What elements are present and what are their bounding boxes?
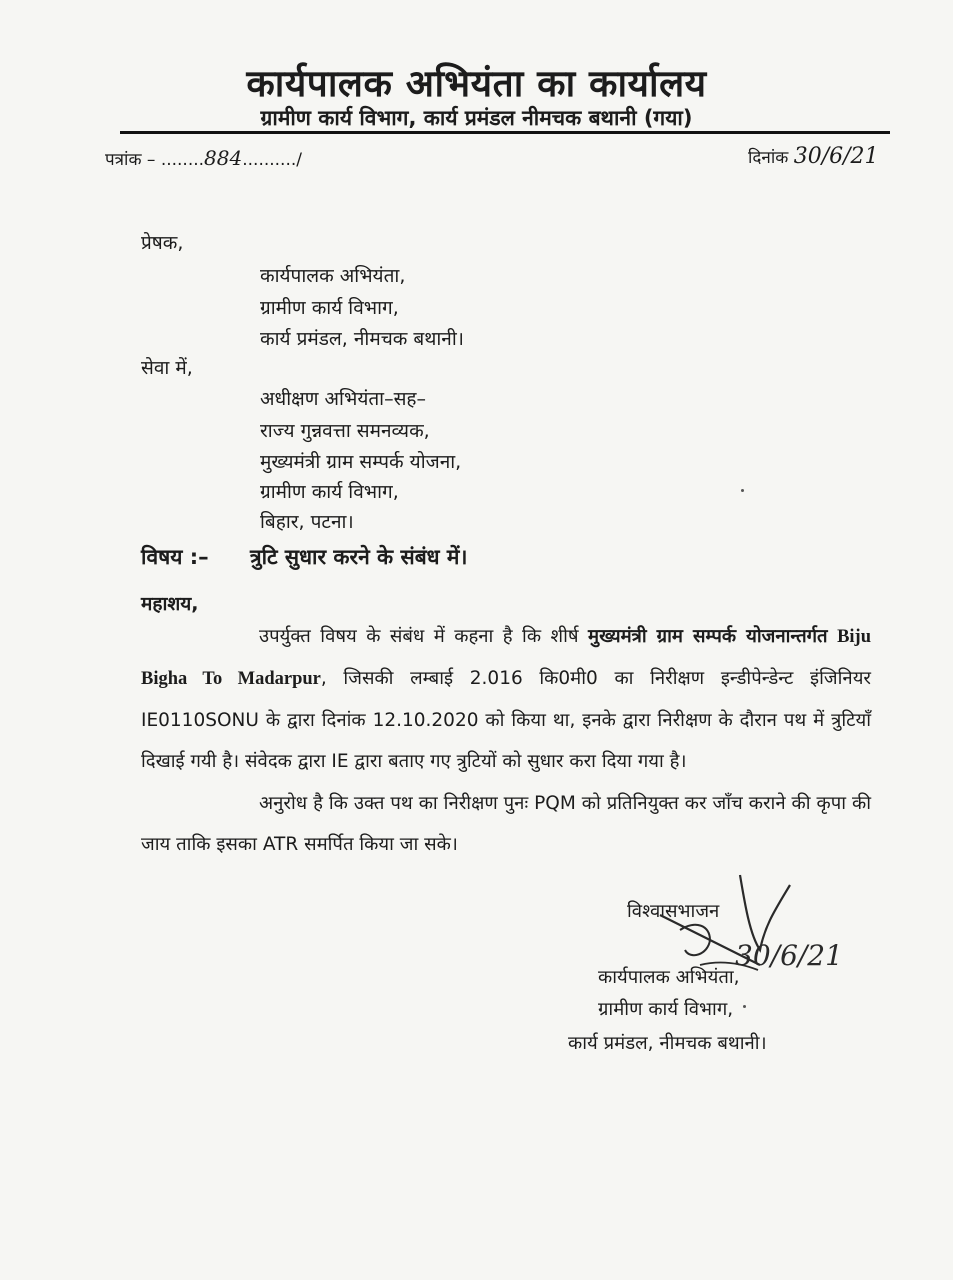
body-road-name: Biju Bigha To Madarpur xyxy=(141,627,871,689)
sender-line-3: कार्य प्रमंडल, नीमचक बथानी। xyxy=(260,328,464,350)
sender-line-1: कार्यपालक अभियंता, xyxy=(260,265,406,287)
closing-line-3: कार्य प्रमंडल, नीमचक बथानी। xyxy=(568,1033,767,1054)
header-rule xyxy=(120,131,890,134)
sender-line-2: ग्रामीण कार्य विभाग, xyxy=(260,297,399,319)
reference-number xyxy=(105,146,302,170)
paper-speck xyxy=(743,1005,746,1008)
reference-dots-right: ........../ xyxy=(242,150,302,170)
closing-line-2: ग्रामीण कार्य विभाग, xyxy=(598,999,734,1020)
body-scheme-name: मुख्यमंत्री ग्राम सम्पर्क योजनान्तर्गत xyxy=(588,626,828,647)
body-p2-text: अनुरोध है कि उक्त पथ का निरीक्षण पुनः PQM को प्रतिनियुक्त कर जाँच कराने की कृपा की जाय ताकि इसका ATR समर्पित किया जा सके। xyxy=(141,793,871,855)
salutation: महाशय, xyxy=(141,593,199,615)
office-subtitle: ग्रामीण कार्य विभाग, कार्य प्रमंडल नीमचक बथानी (गया) xyxy=(260,106,693,130)
office-title: कार्यपालक अभियंता का कार्यालय xyxy=(246,62,707,105)
recipient-line-1: अधीक्षण अभियंता–सह– xyxy=(260,388,427,410)
sender-label: प्रेषक, xyxy=(141,232,184,254)
body-p1-intro: उपर्युक्त विषय के संबंध में कहना है कि शीर्ष xyxy=(259,626,588,647)
recipient-line-3: मुख्यमंत्री ग्राम सम्पर्क योजना, xyxy=(260,451,462,473)
closing-line-1: कार्यपालक अभियंता, xyxy=(598,967,740,988)
recipient-line-5: बिहार, पटना। xyxy=(260,511,354,533)
date-value: 30/6/21 xyxy=(793,144,879,169)
subject-label: विषय :– xyxy=(141,545,209,569)
subject-text: त्रुटि सुधार करने के संबंध में। xyxy=(250,545,468,569)
paper-speck xyxy=(741,489,744,492)
recipient-label: सेवा में, xyxy=(141,357,193,379)
recipient-line-2: राज्य गुन्नवत्ता समनव्यक, xyxy=(260,420,430,442)
recipient-line-4: ग्रामीण कार्य विभाग, xyxy=(260,481,399,503)
reference-label: पत्रांक – xyxy=(105,150,156,170)
reference-value: 884 xyxy=(204,146,243,170)
letter-date xyxy=(748,144,879,169)
body-paragraph-2 xyxy=(141,783,871,865)
body-paragraph-1 xyxy=(141,616,871,782)
date-label: दिनांक xyxy=(748,148,789,168)
handwritten-signature xyxy=(640,855,860,995)
reference-dots-left: ........ xyxy=(160,150,205,170)
closing-label: विश्वासभाजन xyxy=(627,901,720,922)
signature-date: 30/6/21 xyxy=(735,939,843,972)
body-p1-rest: , जिसकी लम्बाई 2.016 कि0मी0 का निरीक्षण इन्डीपेन्डेन्ट इंजिनियर IE0110SONU के द्वारा दिनांक 12.10.2020 को किया था, इनके द्वारा निरीक्षण के दौरान पथ में त्रुटियाँ दिखाई गयी है। संवेदक द्वारा IE द्वारा बताए गए त्रुटियों को सुधार करा दिया गया है। xyxy=(141,668,872,772)
